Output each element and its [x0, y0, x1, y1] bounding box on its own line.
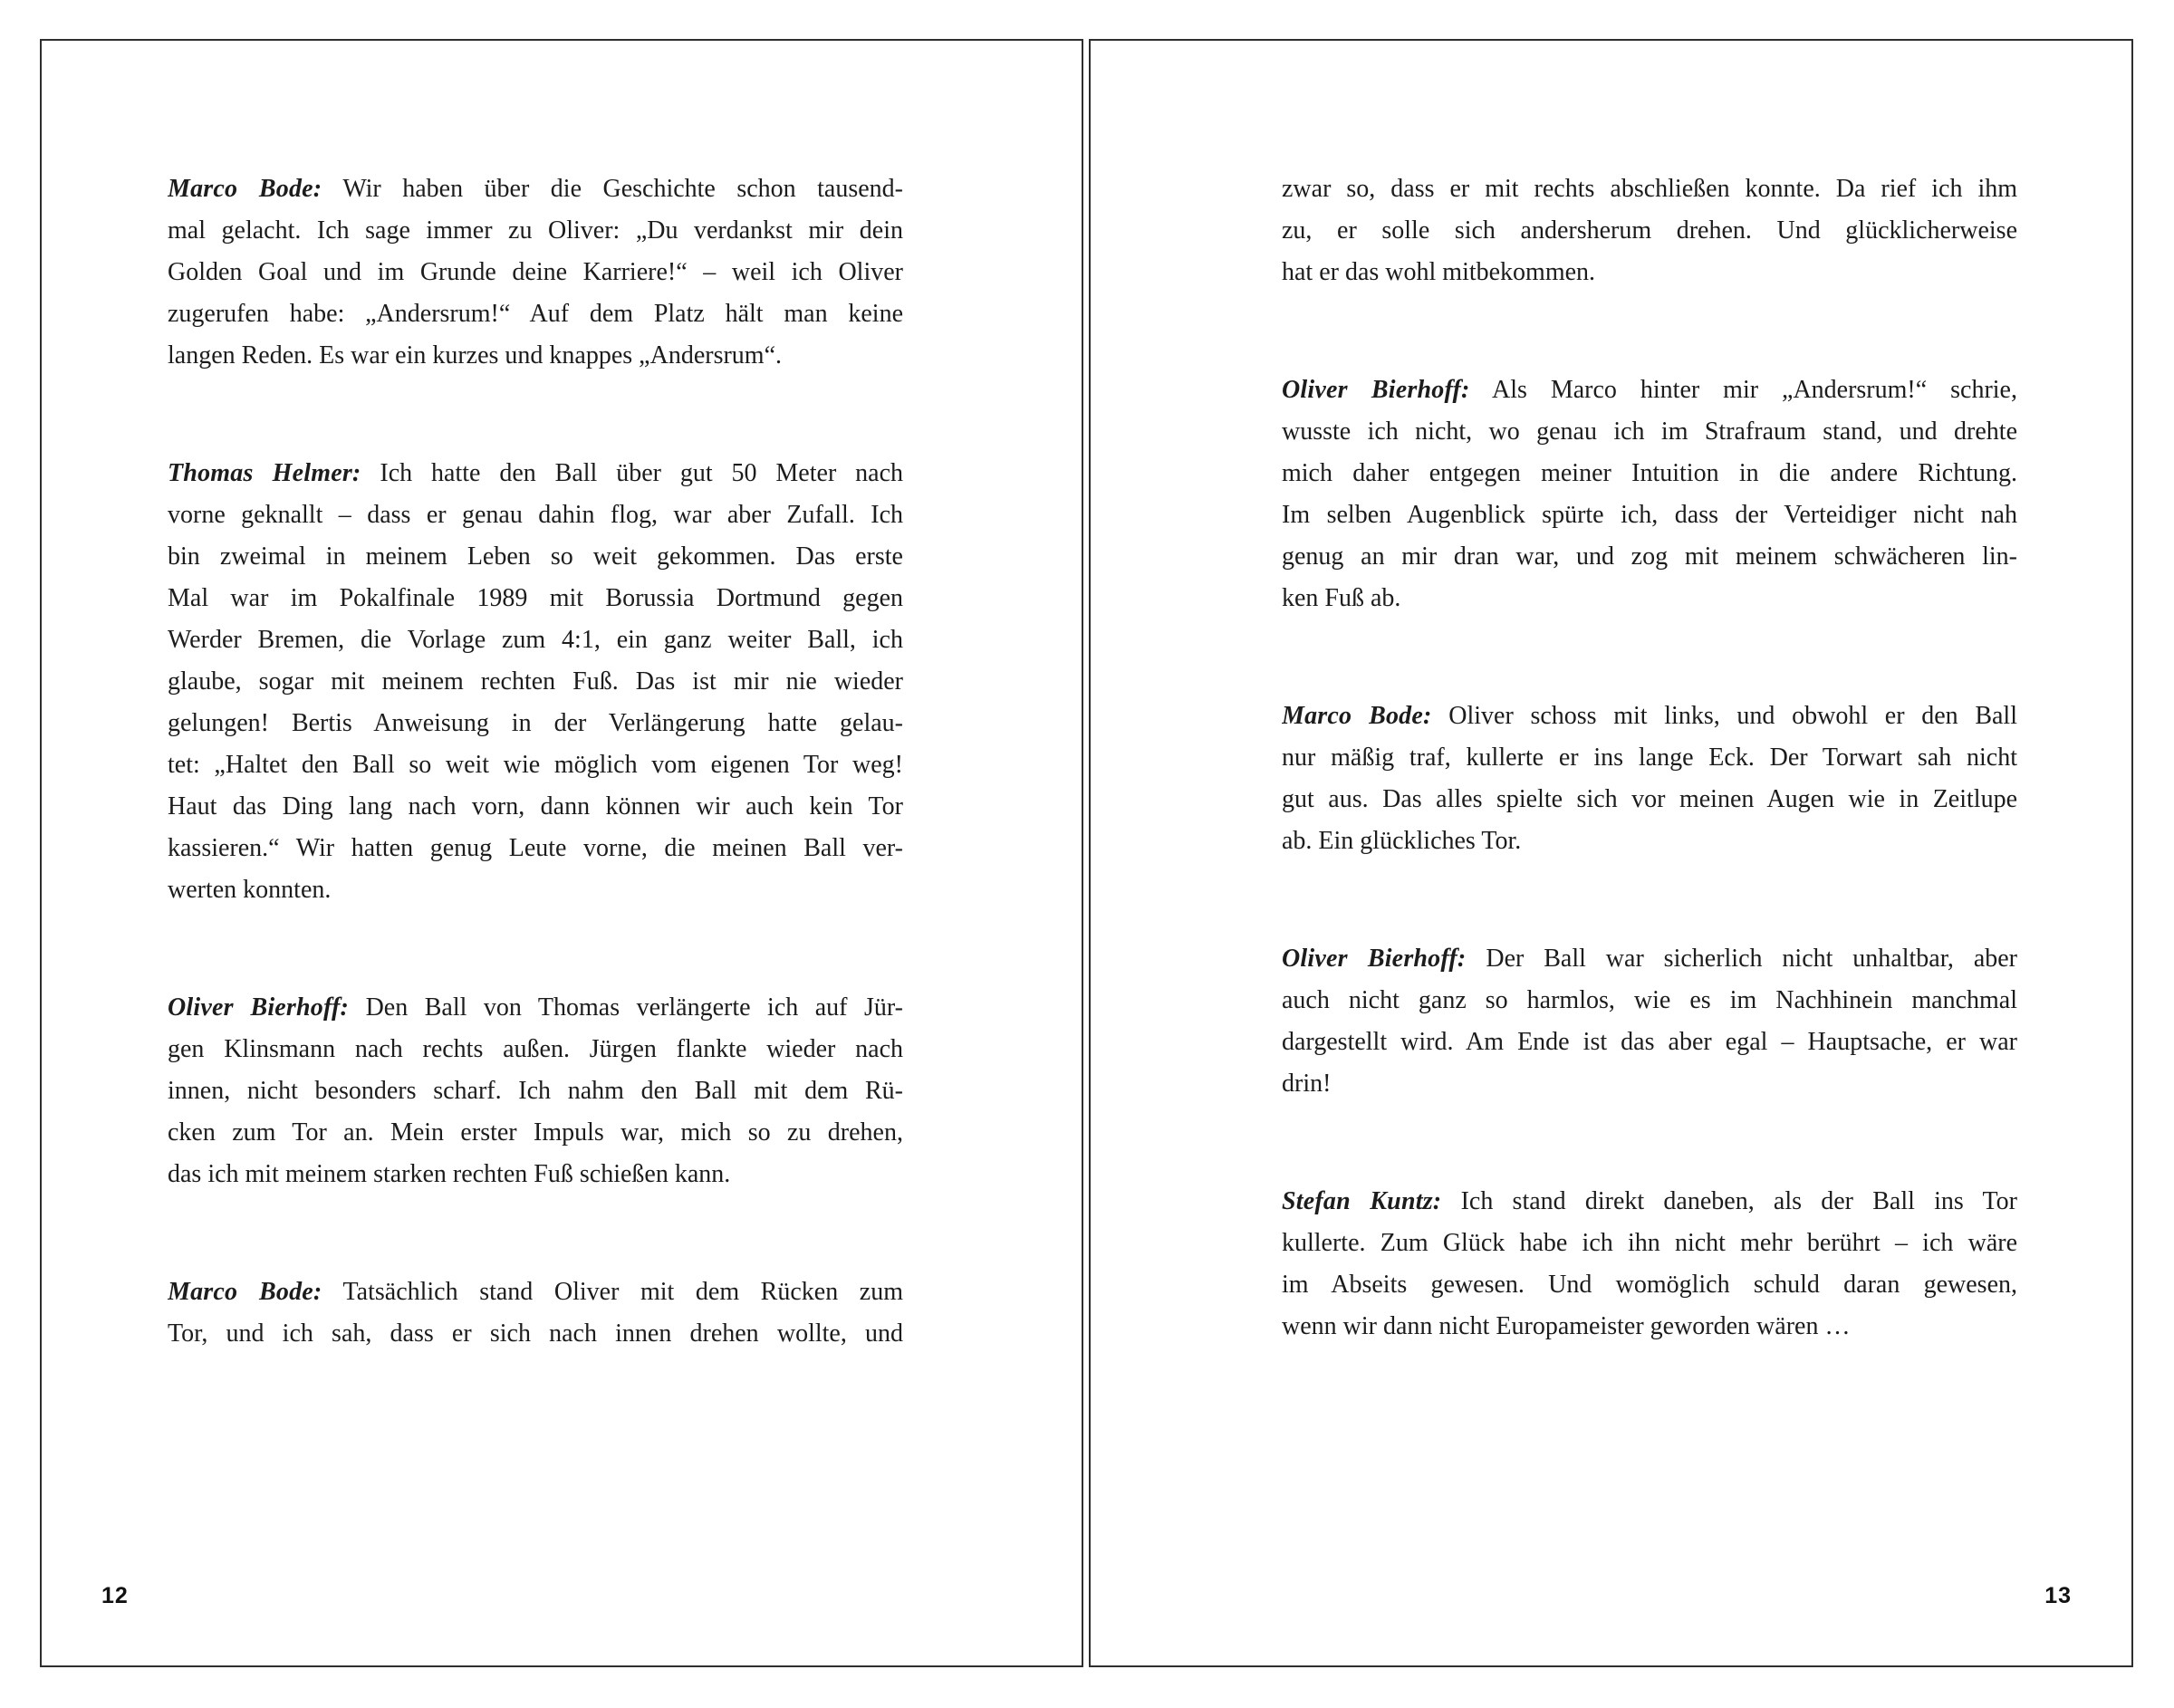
text-line: [168, 661, 903, 703]
paragraph: [1282, 938, 2017, 1105]
page-right-text: [1282, 168, 2017, 1348]
page-number-left: 12: [101, 1583, 129, 1608]
speaker-name: Marco Bode:: [168, 1278, 322, 1306]
line-text: Ich stand direkt daneben, als der Ball ins Tor: [1460, 1187, 2017, 1215]
line-text: hat er das wohl mitbekommen.: [1282, 258, 1596, 286]
line-text: gut aus. Das alles spielte sich vor meinen Augen wie in Zeitlupe: [1282, 785, 2017, 813]
text-line: [1282, 210, 2017, 252]
speaker-name: Oliver Bierhoff:: [1282, 945, 1467, 973]
line-text: Mal war im Pokalfinale 1989 mit Borussia Dortmund gegen: [168, 584, 903, 612]
line-text: wusste ich nicht, wo genau ich im Strafraum stand, und drehte: [1282, 417, 2017, 446]
line-text: bin zweimal in meinem Leben so weit gekommen. Das erste: [168, 542, 903, 571]
text-line: [168, 1313, 903, 1355]
text-line: [1282, 820, 2017, 862]
text-line: [168, 828, 903, 869]
text-line: [1282, 737, 2017, 779]
text-line: [168, 1271, 903, 1313]
line-text: zugerufen habe: „Andersrum!“ Auf dem Platz hält man keine: [168, 300, 903, 328]
paragraph: [1282, 1181, 2017, 1348]
line-text: innen, nicht besonders scharf. Ich nahm den Ball mit dem Rü-: [168, 1077, 903, 1105]
line-text: ken Fuß ab.: [1282, 584, 1401, 612]
page-right: [1089, 39, 2133, 1667]
text-line: [168, 1029, 903, 1070]
speaker-name: Oliver Bierhoff:: [1282, 376, 1470, 404]
text-line: [1282, 696, 2017, 737]
speaker-name: Stefan Kuntz:: [1282, 1187, 1442, 1215]
text-line: [168, 1154, 903, 1195]
line-text: Ich hatte den Ball über gut 50 Meter nach: [380, 459, 903, 487]
page-number-right: 13: [2044, 1583, 2072, 1608]
text-line: [168, 168, 903, 210]
text-line: [1282, 168, 2017, 210]
text-line: [168, 1112, 903, 1154]
line-text: cken zum Tor an. Mein erster Impuls war, mich so zu drehen,: [168, 1118, 903, 1147]
text-line: [1282, 252, 2017, 293]
line-text: Tatsächlich stand Oliver mit dem Rücken zum: [342, 1278, 903, 1306]
line-text: zu, er solle sich andersherum drehen. Und glücklicherweise: [1282, 216, 2017, 245]
text-line: [168, 619, 903, 661]
line-text: Im selben Augenblick spürte ich, dass der Verteidiger nicht nah: [1282, 501, 2017, 529]
paragraph: [1282, 168, 2017, 293]
speaker-name: Marco Bode:: [1282, 702, 1432, 730]
page-left-text: [168, 168, 903, 1355]
text-line: [1282, 779, 2017, 820]
line-text: Wir haben über die Geschichte schon tausend-: [342, 175, 903, 203]
line-text: das ich mit meinem starken rechten Fuß schießen kann.: [168, 1160, 731, 1188]
text-line: [1282, 1264, 2017, 1306]
line-text: zwar so, dass er mit rechts abschließen konnte. Da rief ich ihm: [1282, 175, 2017, 203]
line-text: auch nicht ganz so harmlos, wie es im Nachhinein manchmal: [1282, 986, 2017, 1014]
line-text: gen Klinsmann nach rechts außen. Jürgen flankte wieder nach: [168, 1035, 903, 1063]
line-text: Werder Bremen, die Vorlage zum 4:1, ein ganz weiter Ball, ich: [168, 626, 903, 654]
text-line: [1282, 453, 2017, 494]
line-text: glaube, sogar mit meinem rechten Fuß. Das ist mir nie wieder: [168, 667, 903, 696]
text-line: [168, 335, 903, 377]
line-text: Tor, und ich sah, dass er sich nach innen drehen wollte, und: [168, 1319, 903, 1348]
text-line: [168, 252, 903, 293]
line-text: nur mäßig traf, kullerte er ins lange Eck. Der Torwart sah nicht: [1282, 744, 2017, 772]
text-line: [1282, 1306, 2017, 1348]
line-text: kassieren.“ Wir hatten genug Leute vorne, die meinen Ball ver-: [168, 834, 903, 862]
text-line: [1282, 1223, 2017, 1264]
line-text: Den Ball von Thomas verlängerte ich auf Jür-: [365, 993, 903, 1022]
line-text: kullerte. Zum Glück habe ich ihn nicht mehr berührt – ich wäre: [1282, 1229, 2017, 1257]
text-line: [1282, 938, 2017, 980]
text-line: [168, 987, 903, 1029]
line-text: mal gelacht. Ich sage immer zu Oliver: „Du verdankst mir dein: [168, 216, 903, 245]
text-line: [1282, 1181, 2017, 1223]
text-line: [168, 578, 903, 619]
paragraph: [168, 1271, 903, 1355]
paragraph: [168, 453, 903, 911]
text-line: [168, 210, 903, 252]
text-line: [1282, 411, 2017, 453]
text-line: [1282, 536, 2017, 578]
line-text: mich daher entgegen meiner Intuition in die andere Richtung.: [1282, 459, 2017, 487]
text-line: [168, 293, 903, 335]
line-text: ab. Ein glückliches Tor.: [1282, 827, 1522, 855]
line-text: werten konnten.: [168, 876, 332, 904]
line-text: vorne geknallt – dass er genau dahin flog, war aber Zufall. Ich: [168, 501, 903, 529]
line-text: Golden Goal und im Grunde deine Karriere!“ – weil ich Oliver: [168, 258, 903, 286]
line-text: Oliver schoss mit links, und obwohl er den Ball: [1448, 702, 2017, 730]
line-text: drin!: [1282, 1070, 1332, 1098]
paragraph: [1282, 696, 2017, 862]
line-text: im Abseits gewesen. Und womöglich schuld daran gewesen,: [1282, 1271, 2017, 1299]
text-line: [168, 703, 903, 744]
line-text: dargestellt wird. Am Ende ist das aber egal – Hauptsache, er war: [1282, 1028, 2017, 1056]
page-left: [40, 39, 1083, 1667]
text-line: [168, 744, 903, 786]
speaker-name: Marco Bode:: [168, 175, 322, 203]
paragraph: [168, 168, 903, 377]
speaker-name: Thomas Helmer:: [168, 459, 361, 487]
text-line: [1282, 369, 2017, 411]
line-text: Haut das Ding lang nach vorn, dann können wir auch kein Tor: [168, 792, 903, 820]
line-text: langen Reden. Es war ein kurzes und knappes „Andersrum“.: [168, 341, 783, 369]
paragraph: [168, 987, 903, 1195]
speaker-name: Oliver Bierhoff:: [168, 993, 350, 1022]
text-line: [1282, 494, 2017, 536]
text-line: [168, 869, 903, 911]
line-text: Der Ball war sicherlich nicht unhaltbar, aber: [1486, 945, 2017, 973]
line-text: Als Marco hinter mir „Andersrum!“ schrie,: [1491, 376, 2017, 404]
text-line: [168, 1070, 903, 1112]
line-text: wenn wir dann nicht Europameister geworden wären …: [1282, 1312, 1851, 1340]
text-line: [1282, 1063, 2017, 1105]
line-text: tet: „Haltet den Ball so weit wie möglich vom eigenen Tor weg!: [168, 751, 903, 779]
text-line: [1282, 1022, 2017, 1063]
text-line: [168, 453, 903, 494]
line-text: gelungen! Bertis Anweisung in der Verlängerung hatte gelau-: [168, 709, 903, 737]
line-text: genug an mir dran war, und zog mit meinem schwächeren lin-: [1282, 542, 2017, 571]
text-line: [168, 786, 903, 828]
text-line: [1282, 578, 2017, 619]
text-line: [168, 494, 903, 536]
text-line: [168, 536, 903, 578]
paragraph: [1282, 369, 2017, 619]
text-line: [1282, 980, 2017, 1022]
